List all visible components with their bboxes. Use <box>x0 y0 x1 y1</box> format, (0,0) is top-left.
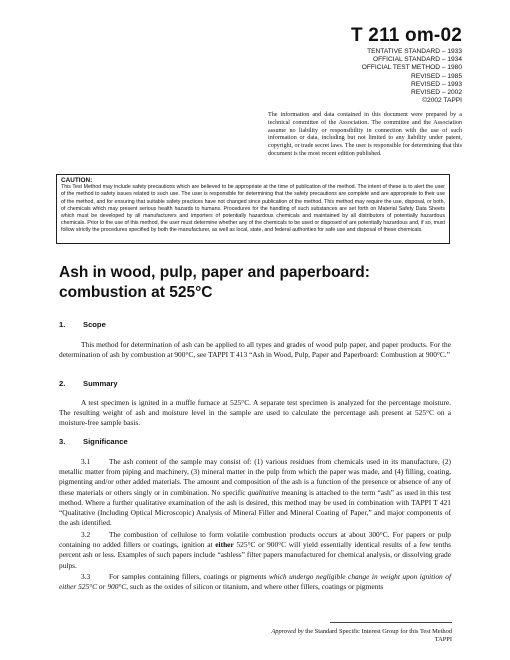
approved-by-text: the Standard Specific Interest Group for this Test Method <box>303 628 452 635</box>
summary-paragraph <box>59 398 451 429</box>
section-title: Significance <box>83 437 128 446</box>
history-line: REVISED – 1985 <box>411 72 462 80</box>
section-heading-significance <box>59 437 128 447</box>
copyright-line: ©2002 TAPPI <box>422 97 462 105</box>
caution-box <box>56 174 450 244</box>
subsection-number: 3.2 <box>81 530 91 539</box>
paragraph-text: meaning is attached to the term “ash” as used in this test method. Where a further qualitative examination of the ash is desired, this method may be used in combination with TAPPI T 421 “Qualitative (Including Optical Microscopic) Analysis of Mineral Filler and Mineral Coating of Paper,” and major components of the ash identified. <box>59 487 452 528</box>
section-number: 3. <box>59 437 66 446</box>
subsection-number: 3.3 <box>81 572 91 581</box>
subsection-number: 3.1 <box>81 457 91 466</box>
paragraph-text: , such as the oxides of silicon or titanium, and where other fillers, coatings or pigments <box>126 582 384 592</box>
emphasis-ignition: which undergo negligible change in weight upon ignition of either 525°C or 900°C <box>59 572 452 592</box>
history-line: OFFICIAL STANDARD – 1934 <box>372 56 462 64</box>
section-title: Summary <box>83 379 118 388</box>
emphasis-qualitative: qualitative <box>247 487 280 497</box>
paragraph-text: The ash content of the sample may consist of: (1) various residues from chemicals used in its manufacture, (2) metallic matter from piping and machinery, (3) mineral matter in the pulp from which the paper was made, and (4) filling, coating, pigmenting and/or other added materials. The amount and composition of the ash is a function of the presence or absence of any of these materials or others singly or in combination. No specific <box>59 457 451 497</box>
standard-header <box>351 26 462 105</box>
scope-paragraph <box>59 340 451 360</box>
approved-by-label: Approved by <box>271 628 304 635</box>
section-heading-scope <box>59 320 106 330</box>
title-line-1: Ash in wood, pulp, paper and paperboard: <box>59 264 370 281</box>
caution-text: This Test Method may include safety precautions which are believed to be appropriate at the time of publication of the method. The intent of these is to alert the user of the method to safety issues related to such use. The user is responsible for determining that the safety precautions are complete and are appropriate to their use of the method, and for ensuring that suitable safety practices have not changed since publication of the method. This method may require the use, disposal, or both, of chemicals which may present serious health hazards to humans. Procedures for the handling of such substances are set forth on Material Safety Data Sheets which must be developed by all manufacturers and importers of potentially hazardous chemicals and maintained by all distributors of potentially hazardous chemicals. Prior to the use of this method, the user must determine whether any of the chemicals to be used or disposed of are potentially hazardous and, if so, must follow strictly the procedures specified by both the manufacturer, as well as local, state, and federal authorities for safe use and disposal of these chemicals. <box>61 184 445 234</box>
history-line: REVISED – 1993 <box>411 80 462 88</box>
standard-history <box>351 48 462 105</box>
footer-org: TAPPI <box>434 636 452 644</box>
approval-line <box>271 628 452 636</box>
history-line: REVISED – 2002 <box>411 89 462 97</box>
paragraph-text: 525°C or 900°C will yield essentially identical results of a few tenths percent ash or less. Examples of such papers include “ashless” filter papers manufactured for chemical analysis, or dissolving grade pulps. <box>59 540 451 570</box>
section-number: 2. <box>59 379 66 388</box>
standard-number: T 211 om-02 <box>351 25 462 46</box>
liability-notice: The information and data contained in this document were prepared by a technical committee of the Association. The committee and the Association assume no liability or responsibility in connection with the use of such information or data, including but not limited to any liability under patent, copyright, or trade secret laws. The user is responsible for determining that this document is the most recent edition published. <box>268 112 462 157</box>
section-title: Scope <box>83 320 106 329</box>
paragraph-text: For samples containing fillers, coatings or pigments <box>109 572 269 581</box>
document-title <box>59 263 459 303</box>
emphasis-either: either <box>215 540 234 550</box>
section-number: 1. <box>59 320 66 329</box>
history-line: OFFICIAL TEST METHOD – 1980 <box>361 64 462 72</box>
history-line: TENTATIVE STANDARD – 1933 <box>367 48 462 55</box>
summary-text: A test specimen is ignited in a muffle furnace at 525°C. A separate test specimen is analyzed for the percentage moisture. The resulting weight of ash and moisture level in the sample are used to calculate the percentage ash present at 525°C on a moisture-free sample basis. <box>59 398 451 428</box>
scope-text: This method for determination of ash can be applied to all types and grades of wood pulp paper, and paper products. For the determination of ash by combustion at 900°C, see TAPPI T 413 “Ash in Wood, Pulp, Paper and Paperboard: Combustion at 900°C.” <box>59 340 451 360</box>
section-heading-summary <box>59 379 118 389</box>
footer-divider <box>330 622 452 623</box>
caution-title: CAUTION: <box>61 177 93 184</box>
paragraph-3-2 <box>59 530 451 571</box>
footer <box>271 628 452 645</box>
paragraph-3-1 <box>59 457 451 528</box>
paragraph-3-3 <box>59 572 451 592</box>
paragraph-text: The combustion of cellulose to form volatile combustion products occurs at about 300°C. For papers or pulp containing no added fillers or coatings, ignition at <box>59 530 451 550</box>
title-line-2: combustion at 525°C <box>59 284 213 301</box>
